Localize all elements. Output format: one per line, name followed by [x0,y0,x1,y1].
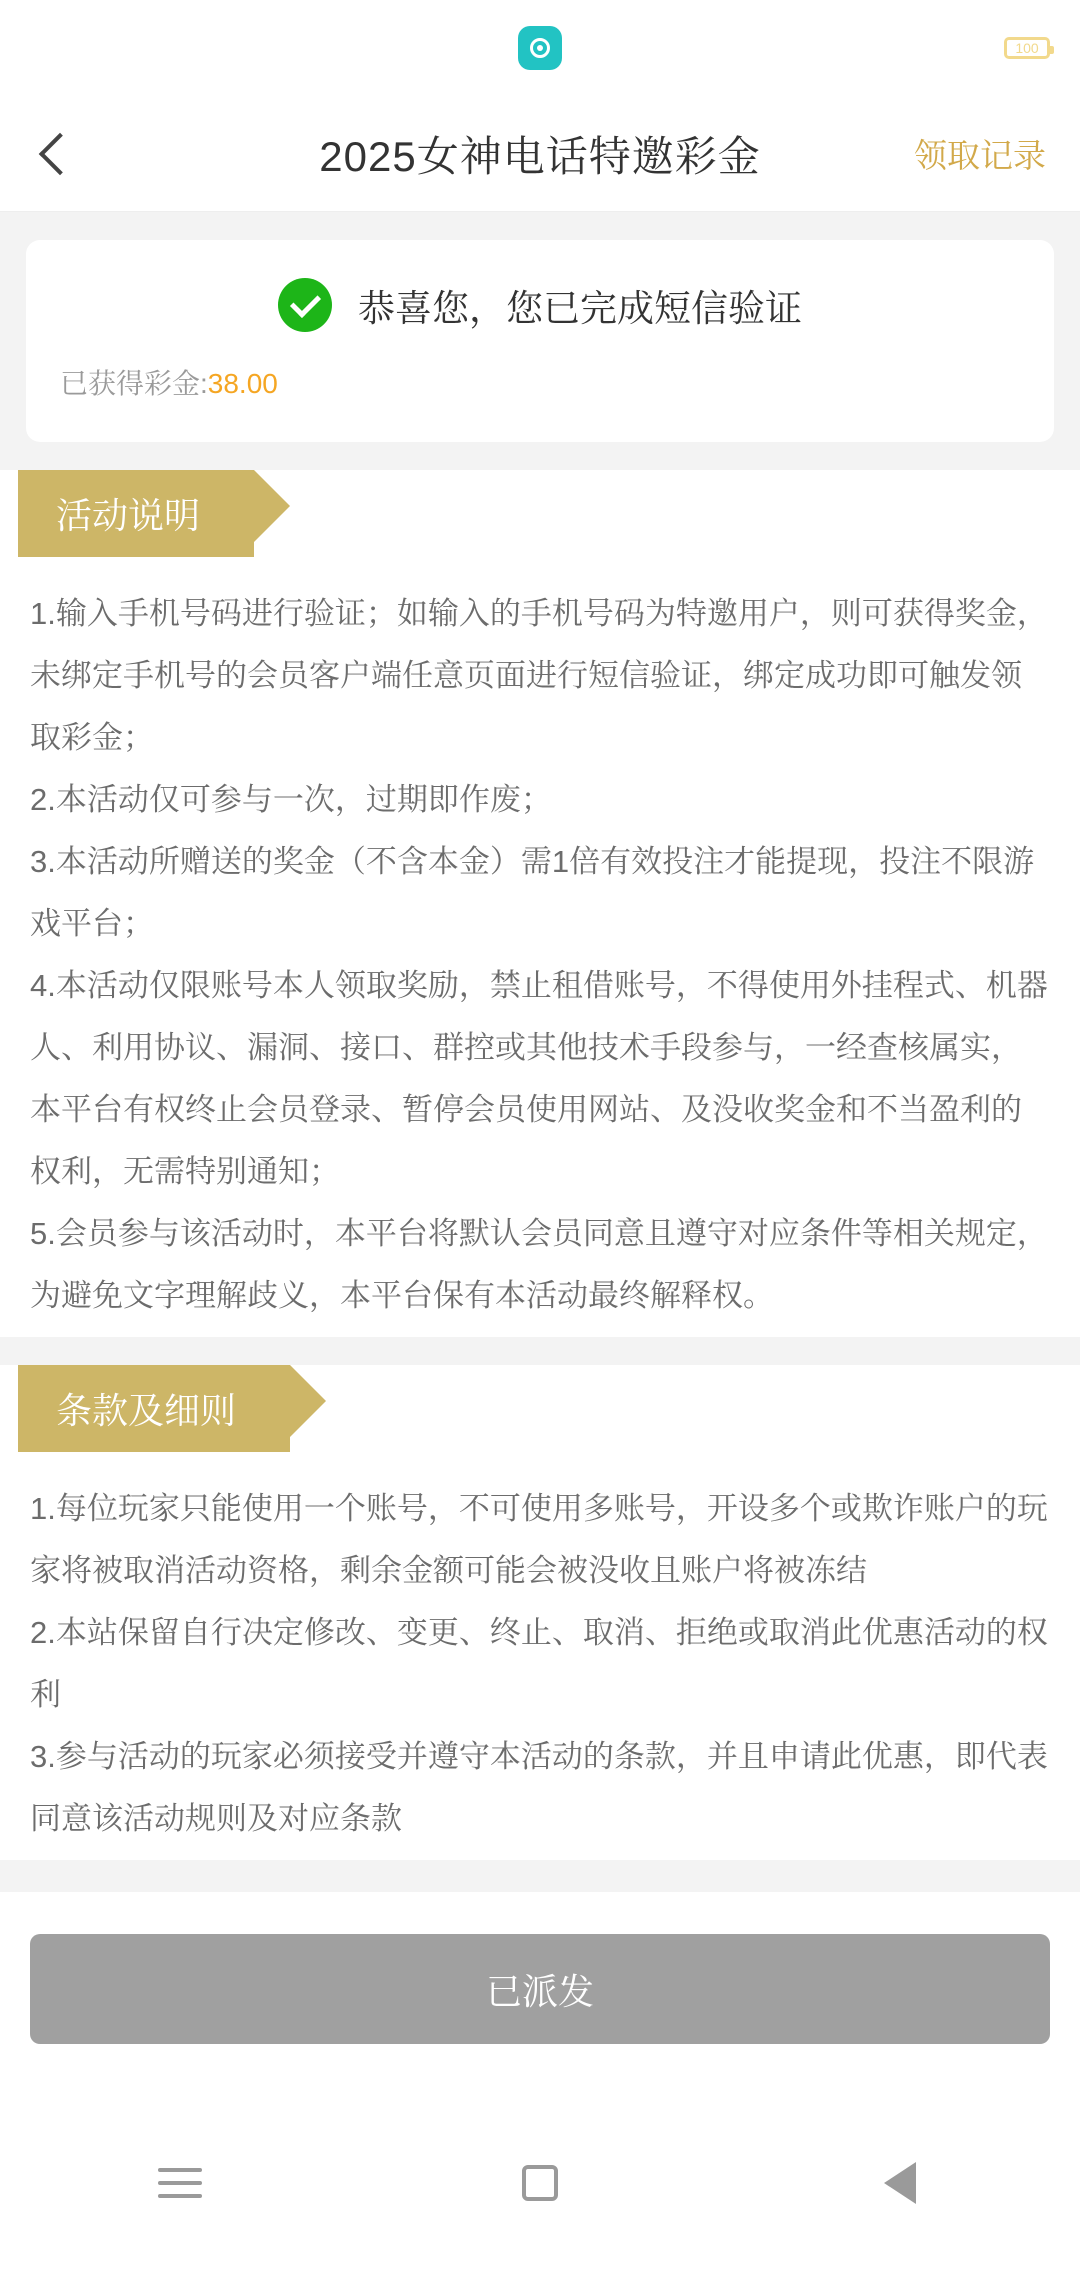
record-link[interactable]: 领取记录 [914,137,1046,174]
section-title-terms: 条款及细则 [18,1365,290,1452]
rule-paragraph: 3.本活动所赠送的奖金（不含本金）需1倍有效投注才能提现，投注不限游戏平台； [30,844,1035,941]
result-card [26,240,1054,442]
back-triangle-icon [884,2162,916,2204]
page-content[interactable] [0,212,1080,2087]
check-mark-glyph [289,286,320,317]
status-bar [0,0,1080,96]
amount-row [60,362,1020,402]
section-terms [0,1365,1080,1860]
rule-paragraph: 2.本活动仅可参与一次，过期即作废； [30,782,552,817]
home-square-icon [522,2165,558,2201]
amount-label: 已获得彩金: [60,368,208,399]
header [0,96,1080,212]
page-title: 2025女神电话特邀彩金 [319,132,761,180]
camera-lens-icon [530,38,550,58]
congrats-row [60,278,1020,332]
claim-status-button[interactable]: 已派发 [30,1934,1050,2044]
battery-icon: 100 [1004,37,1050,59]
system-back-button[interactable] [840,2123,960,2243]
term-paragraph: 3.参与活动的玩家必须接受并遵守本活动的条款，并且申请此优惠，即代表同意该活动规则及对应条款 [30,1739,1048,1836]
system-nav-bar [0,2086,1080,2280]
menu-icon [158,2168,202,2198]
status-bar-center [518,26,562,70]
recent-apps-button[interactable] [120,2123,240,2243]
status-bar-right [850,37,1050,59]
footer-action-bar [0,1892,1080,2086]
rule-paragraph: 5.会员参与该活动时，本平台将默认会员同意且遵守对应条件等相关规定，为避免文字理解歧义，本平台保有本活动最终解释权。 [30,1216,1048,1313]
rule-paragraph: 1.输入手机号码进行验证；如输入的手机号码为特邀用户，则可获得奖金，未绑定手机号的会员客户端任意页面进行短信验证，绑定成功即可触发领取彩金； [30,596,1048,755]
home-button[interactable] [480,2123,600,2243]
section-title-activity-rules: 活动说明 [18,470,254,557]
congrats-message: 恭喜您，您已完成短信验证 [358,288,802,329]
section-body-terms [0,1452,1080,1860]
rule-paragraph: 4.本活动仅限账号本人领取奖励，禁止租借账号，不得使用外挂程式、机器人、利用协议、漏洞、接口、群控或其他技术手段参与，一经查核属实，本平台有权终止会员登录、暂停会员使用网站、及没收奖金和不当盈利的权利，无需特别通知； [30,968,1048,1189]
term-paragraph: 2.本站保留自行决定修改、变更、终止、取消、拒绝或取消此优惠活动的权利 [30,1615,1048,1712]
section-activity-rules [0,470,1080,1337]
amount-value: 38.00 [207,368,278,399]
section-body-activity-rules [0,557,1080,1337]
term-paragraph: 1.每位玩家只能使用一个账号，不可使用多账号，开设多个或欺诈账户的玩家将被取消活动资格，剩余金额可能会被没收且账户将被冻结 [30,1491,1048,1588]
camera-app-icon [518,26,562,70]
success-check-icon [278,278,332,332]
